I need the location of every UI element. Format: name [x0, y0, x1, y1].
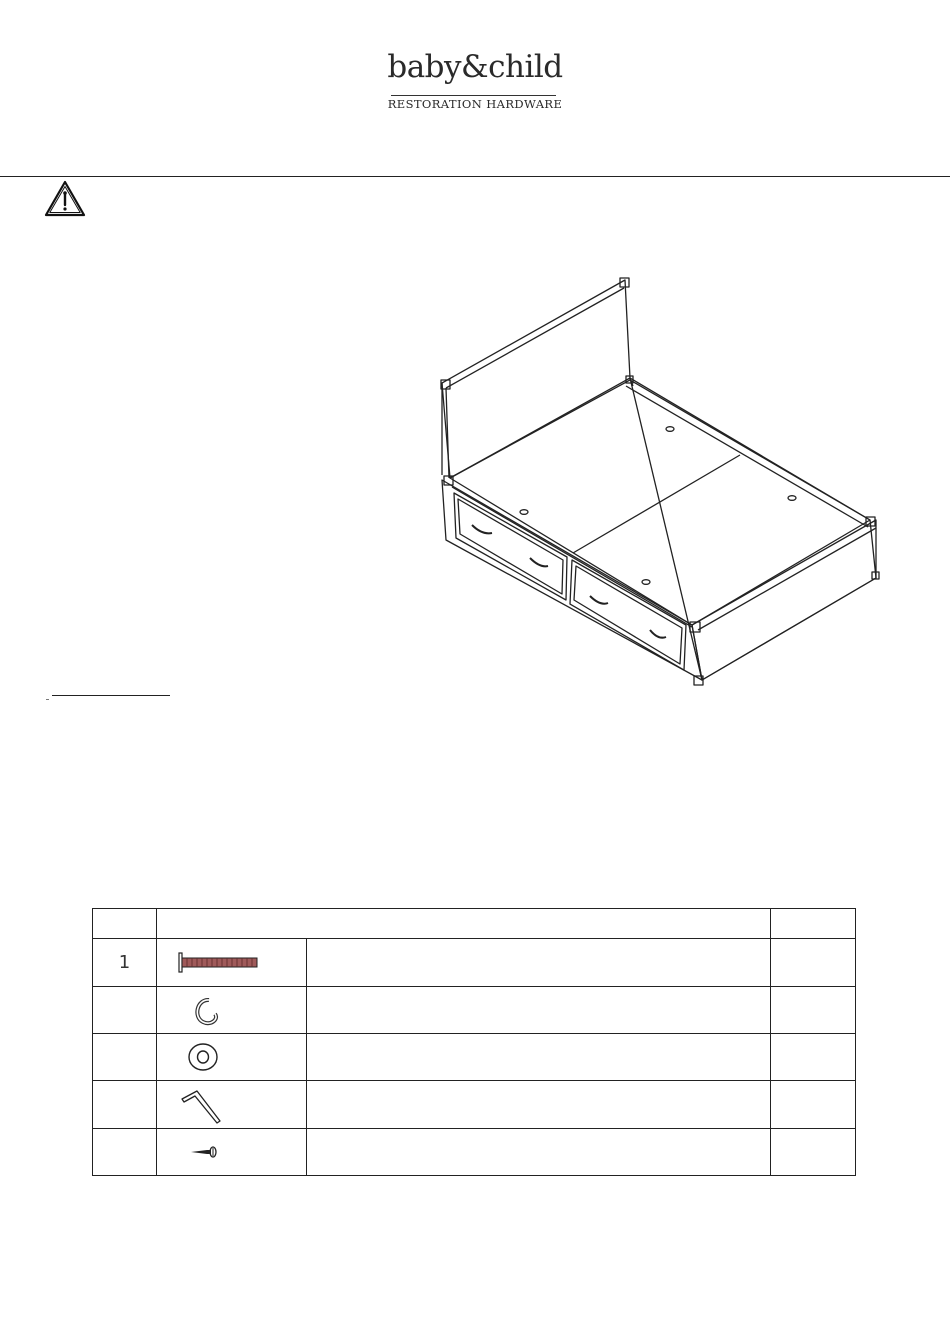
flat-washer-icon — [157, 1034, 307, 1080]
table-header-row — [93, 909, 856, 939]
lock-washer-icon — [157, 987, 307, 1033]
table-row — [93, 1081, 856, 1128]
brand-underline — [391, 95, 556, 96]
part-description — [307, 1081, 771, 1128]
header-qty — [771, 909, 856, 939]
part-number — [93, 986, 157, 1033]
screw-icon — [157, 1129, 307, 1175]
warning-triangle-icon — [44, 180, 86, 218]
part-number — [93, 1081, 157, 1128]
brand-name: baby&child — [387, 49, 563, 85]
allen-key-icon — [157, 1081, 307, 1127]
bolt-icon — [157, 939, 307, 985]
brand-subtitle: RESTORATION HARDWARE — [387, 97, 563, 111]
table-row — [93, 939, 856, 986]
part-qty — [771, 1128, 856, 1175]
stray-mark — [46, 699, 49, 700]
signature-line — [52, 695, 170, 696]
part-number — [93, 1033, 157, 1080]
part-description — [307, 1033, 771, 1080]
part-qty — [771, 1081, 856, 1128]
storage-bed-illustration — [430, 270, 890, 700]
part-qty — [771, 986, 856, 1033]
table-row — [93, 1128, 856, 1175]
header-number — [93, 909, 157, 939]
header-divider — [0, 176, 950, 177]
brand-header — [0, 49, 950, 85]
hardware-parts-table — [92, 908, 856, 1176]
part-qty — [771, 939, 856, 986]
table-row — [93, 986, 856, 1033]
part-number — [93, 1128, 157, 1175]
table-row — [93, 1033, 856, 1080]
header-description — [157, 909, 771, 939]
part-description — [307, 1128, 771, 1175]
part-number: 1 — [93, 939, 157, 986]
part-description — [307, 986, 771, 1033]
part-qty — [771, 1033, 856, 1080]
part-description — [307, 939, 771, 986]
